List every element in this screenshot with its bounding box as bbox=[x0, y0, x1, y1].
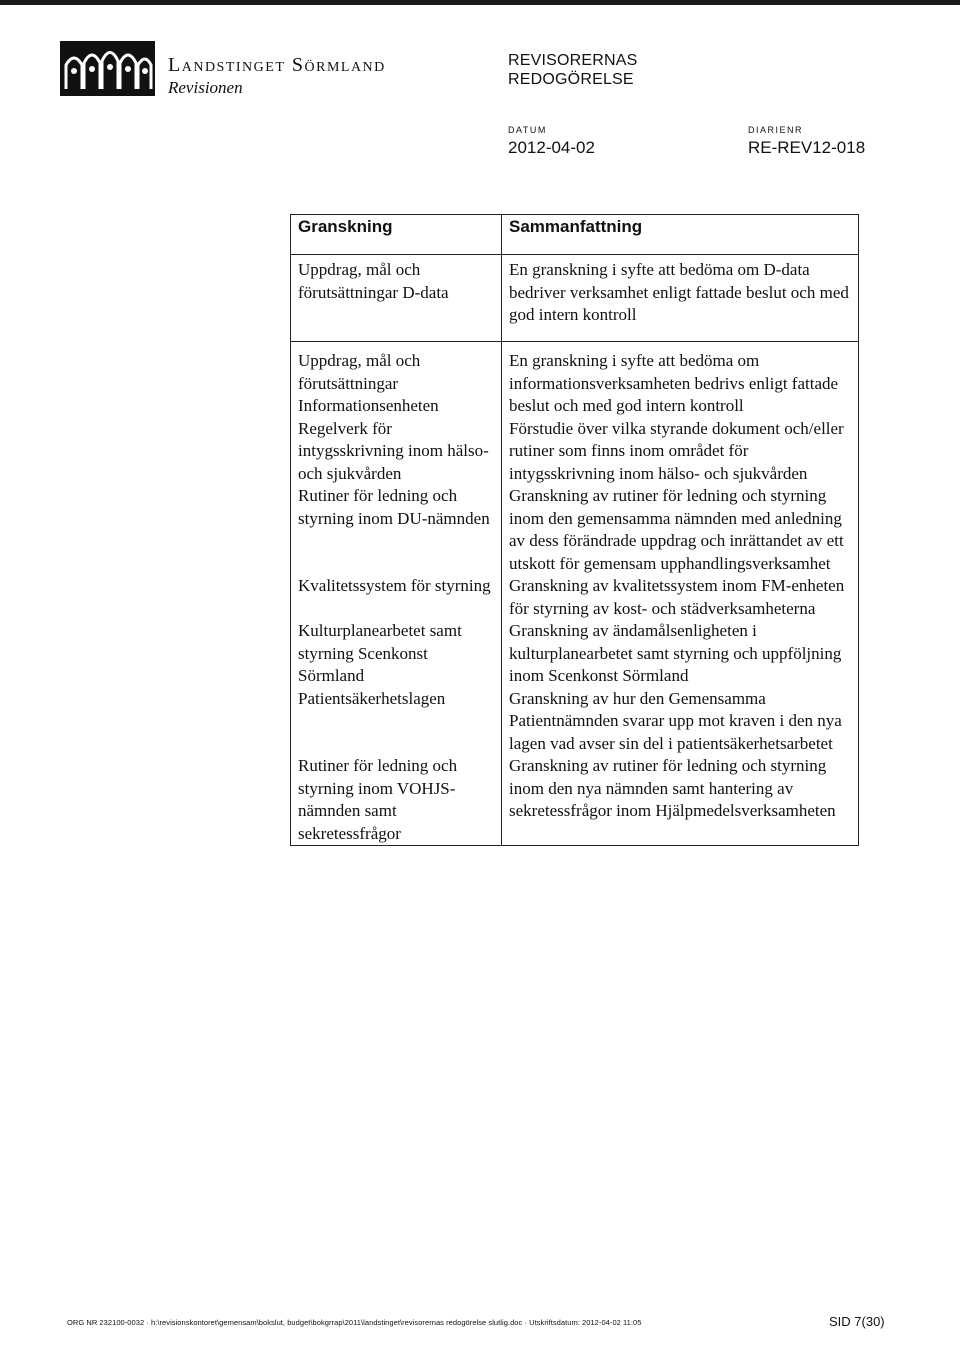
audit-cell: Patientsäkerhetslagen bbox=[291, 688, 502, 756]
summary-cell: Granskning av rutiner för ledning och styrning inom den gemensamma nämnden med anledning av dess förändrade uppdrag och inrättandet av ett utskott för gemensam upphandlingsverksamhet bbox=[502, 485, 859, 575]
org-subtitle: Revisionen bbox=[168, 78, 243, 97]
audit-cell: Kulturplanearbetet samt styrning Scenkonst Sörmland bbox=[291, 620, 502, 688]
table-row bbox=[291, 255, 859, 342]
audit-summary-table bbox=[290, 214, 859, 846]
audit-cell: Kvalitetssystem för styrning bbox=[291, 575, 502, 620]
footer-file-path: ORG NR 232100-0032 · h:\revisionskontoret\gemensam\bokslut, budget\bokgrrap\2011\landstinget\revisorernas redogörelse slutlig.doc · Utskriftsdatum: 2012-04-02 11:05 bbox=[67, 1318, 642, 1327]
document-type-line: REDOGÖRELSE bbox=[508, 71, 634, 88]
summary-cell: Granskning av hur den Gemensamma Patientnämnden svarar upp mot kraven i den nya lagen vad avser sin del i patientsäkerhetsarbetet bbox=[502, 688, 859, 756]
page-number: SID 7(30) bbox=[829, 1314, 885, 1329]
table-row bbox=[291, 575, 859, 620]
table-row bbox=[291, 485, 859, 575]
summary-cell: Förstudie över vilka styrande dokument och/eller rutiner som finns inom området för intygsskrivning inom hälso- och sjukvården bbox=[502, 418, 859, 486]
summary-cell: En granskning i syfte att bedöma om informationsverksamheten bedrivs enligt fattade beslut och med god intern kontroll bbox=[502, 342, 859, 418]
audit-cell: Uppdrag, mål och förutsättningar Informationsenheten bbox=[291, 342, 502, 418]
table-row bbox=[291, 688, 859, 756]
table-row bbox=[291, 755, 859, 846]
audit-cell: Rutiner för ledning och styrning inom DU-nämnden bbox=[291, 485, 502, 575]
reference-value: RE-REV12-018 bbox=[748, 138, 866, 157]
summary-cell: Granskning av kvalitetssystem inom FM-enheten för styrning av kost- och städverksamheterna bbox=[502, 575, 859, 620]
landstinget-logo-icon bbox=[60, 41, 155, 96]
audit-cell: Uppdrag, mål och förutsättningar D-data bbox=[291, 255, 502, 342]
date-label: DATUM bbox=[508, 125, 547, 135]
column-header-audit: Granskning bbox=[291, 215, 502, 255]
table-header-row bbox=[291, 215, 859, 255]
reference-label: DIARIENR bbox=[748, 125, 804, 135]
column-header-summary: Sammanfattning bbox=[502, 215, 859, 255]
table-row bbox=[291, 620, 859, 688]
org-name: Landstinget Sörmland bbox=[168, 54, 386, 76]
summary-cell: En granskning i syfte att bedöma om D-data bedriver verksamhet enligt fattade beslut och med god intern kontroll bbox=[502, 255, 859, 342]
summary-cell: Granskning av ändamålsenligheten i kulturplanearbetet samt styrning och uppföljning inom Scenkonst Sörmland bbox=[502, 620, 859, 688]
table-row bbox=[291, 418, 859, 486]
top-rule bbox=[0, 0, 960, 5]
date-value: 2012-04-02 bbox=[508, 138, 595, 157]
document-type bbox=[508, 51, 638, 89]
audit-cell: Rutiner för ledning och styrning inom VOHJS-nämnden samt sekretessfrågor bbox=[291, 755, 502, 846]
table-row bbox=[291, 342, 859, 418]
audit-cell: Regelverk för intygsskrivning inom hälso- och sjukvården bbox=[291, 418, 502, 486]
summary-cell: Granskning av rutiner för ledning och styrning inom den nya nämnden samt hantering av sekretessfrågor inom Hjälpmedelsverksamheten bbox=[502, 755, 859, 846]
document-type-line: REVISORERNAS bbox=[508, 52, 638, 69]
